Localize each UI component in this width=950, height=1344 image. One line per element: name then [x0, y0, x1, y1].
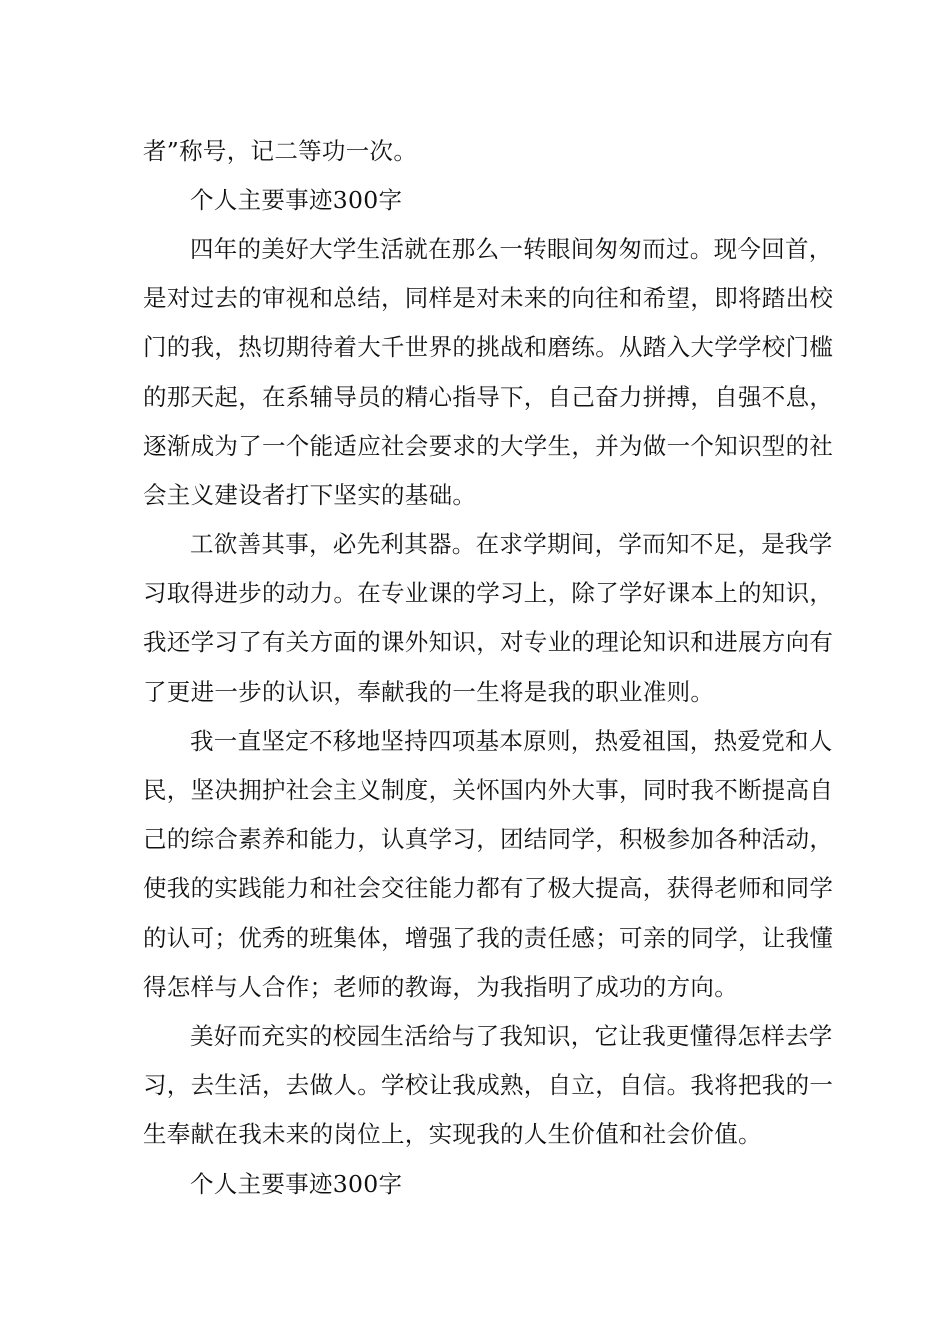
paragraph-line: 习，去生活，去做人。学校让我成熟，自立，自信。我将把我的一 — [143, 1071, 834, 1099]
paragraph-line: 了更进一步的认识，奉献我的一生将是我的职业准则。 — [143, 678, 715, 706]
paragraph-line: 会主义建设者打下坚实的基础。 — [143, 481, 477, 509]
paragraph-line: 我一直坚定不移地坚持四项基本原则，热爱祖国，热爱党和人 — [190, 727, 833, 755]
section-heading: 个人主要事迹300字 — [190, 186, 403, 214]
paragraph-line: 者”称号，记二等功一次。 — [143, 137, 418, 165]
paragraph-line: 己的综合素养和能力，认真学习，团结同学，积极参加各种活动， — [143, 825, 834, 853]
paragraph-line: 门的我，热切期待着大千世界的挑战和磨练。从踏入大学学校门槛 — [143, 333, 834, 361]
paragraph-line: 逐渐成为了一个能适应社会要求的大学生，并为做一个知识型的社 — [143, 432, 834, 460]
paragraph-line: 的认可；优秀的班集体，增强了我的责任感；可亲的同学，让我懂 — [143, 924, 834, 952]
paragraph-line: 我还学习了有关方面的课外知识，对专业的理论知识和进展方向有 — [143, 628, 834, 656]
paragraph-line: 民，坚决拥护社会主义制度，关怀国内外大事，同时我不断提高自 — [143, 776, 834, 804]
paragraph-line: 工欲善其事，必先利其器。在求学期间，学而知不足，是我学 — [190, 530, 833, 558]
paragraph-line: 的那天起，在系辅导员的精心指导下，自己奋力拼搏，自强不息， — [143, 383, 834, 411]
paragraph-line: 生奉献在我未来的岗位上，实现我的人生价值和社会价值。 — [143, 1120, 762, 1148]
paragraph-line: 习取得进步的动力。在专业课的学习上，除了学好课本上的知识， — [143, 579, 834, 607]
paragraph-line: 美好而充实的校园生活给与了我知识，它让我更懂得怎样去学 — [190, 1022, 833, 1050]
paragraph-line: 得怎样与人合作；老师的教诲，为我指明了成功的方向。 — [143, 973, 738, 1001]
paragraph-line: 是对过去的审视和总结，同样是对未来的向往和希望，即将踏出校 — [143, 284, 834, 312]
paragraph-line: 四年的美好大学生活就在那么一转眼间匆匆而过。现今回首， — [190, 235, 833, 263]
paragraph-line: 使我的实践能力和社会交往能力都有了极大提高，获得老师和同学 — [143, 874, 834, 902]
section-heading: 个人主要事迹300字 — [190, 1170, 403, 1198]
